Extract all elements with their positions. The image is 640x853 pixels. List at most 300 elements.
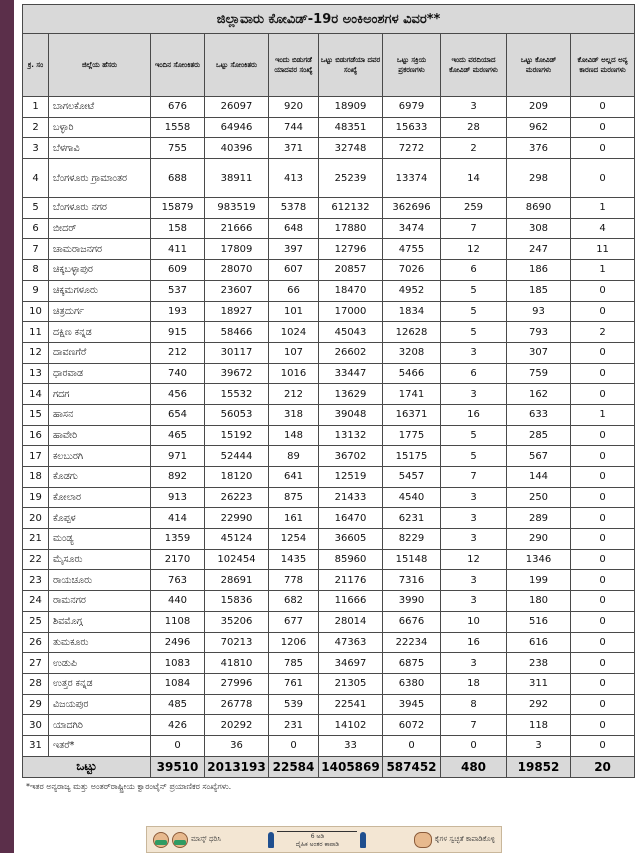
table-cell: 23607 <box>205 280 269 301</box>
table-cell: 85960 <box>319 549 383 570</box>
table-cell: 0 <box>571 342 635 363</box>
table-cell: 3 <box>441 384 507 405</box>
table-row <box>23 97 635 118</box>
table-cell: 875 <box>269 487 319 508</box>
row-number: 11 <box>23 322 49 343</box>
table-cell: 22990 <box>205 508 269 529</box>
table-cell: 161 <box>269 508 319 529</box>
table-cell: 5 <box>441 301 507 322</box>
table-cell: 118 <box>507 715 571 736</box>
table-cell: 5 <box>441 425 507 446</box>
table-cell: 0 <box>571 591 635 612</box>
table-row <box>23 117 635 138</box>
table-cell: 3945 <box>383 694 441 715</box>
total-cell: 19852 <box>507 756 571 777</box>
row-number: 13 <box>23 363 49 384</box>
table-cell: 11 <box>571 239 635 260</box>
table-cell: 1084 <box>151 673 205 694</box>
table-cell: 17880 <box>319 218 383 239</box>
table-cell: 18 <box>441 673 507 694</box>
table-cell: 654 <box>151 404 205 425</box>
table-row <box>23 138 635 159</box>
table-cell: 0 <box>151 735 205 756</box>
row-number: 22 <box>23 549 49 570</box>
table-cell: 0 <box>571 715 635 736</box>
table-cell: 27996 <box>205 673 269 694</box>
table-cell: 39672 <box>205 363 269 384</box>
table-cell: 6380 <box>383 673 441 694</box>
row-number: 24 <box>23 591 49 612</box>
table-cell: 311 <box>507 673 571 694</box>
district-name: ಬಾಗಲಕೋಟೆ <box>49 97 151 118</box>
table-cell: 15532 <box>205 384 269 405</box>
table-cell: 25239 <box>319 159 383 198</box>
table-cell: 0 <box>571 384 635 405</box>
table-cell: 26778 <box>205 694 269 715</box>
table-cell: 761 <box>269 673 319 694</box>
table-cell: 0 <box>571 653 635 674</box>
row-number: 31 <box>23 735 49 756</box>
table-row <box>23 508 635 529</box>
table-cell: 633 <box>507 404 571 425</box>
table-cell: 3 <box>441 508 507 529</box>
table-cell: 3208 <box>383 342 441 363</box>
column-header: ಕೋವಿಡ್ ಅಲ್ಲದ ಅನ್ಯ ಕಾರಣದ ಮರಣಗಳು <box>571 34 635 97</box>
table-cell: 413 <box>269 159 319 198</box>
column-header: ಒಟ್ಟು ಬಿಡುಗಡೆಯಾ ದವರ ಸಂಖ್ಯೆ <box>319 34 383 97</box>
table-cell: 18909 <box>319 97 383 118</box>
table-cell: 28014 <box>319 611 383 632</box>
table-cell: 1 <box>571 198 635 219</box>
table-cell: 0 <box>571 632 635 653</box>
column-header: ಇಂದು ಬಿಡುಗಡೆ ಯಾದವರ ಸಂಖ್ಯೆ <box>269 34 319 97</box>
table-cell: 16371 <box>383 404 441 425</box>
district-name: ಚಿಕ್ಕಬಳ್ಳಾಪುರ <box>49 260 151 281</box>
table-cell: 4 <box>571 218 635 239</box>
table-cell: 16 <box>441 632 507 653</box>
table-cell: 144 <box>507 467 571 488</box>
table-cell: 609 <box>151 260 205 281</box>
district-name: ಬೆಂಗಳೂರು ಗ್ರಾಮಾಂತರ <box>49 159 151 198</box>
table-cell: 612132 <box>319 198 383 219</box>
table-row <box>23 487 635 508</box>
table-cell: 290 <box>507 529 571 550</box>
table-cell: 13132 <box>319 425 383 446</box>
table-cell: 26097 <box>205 97 269 118</box>
table-row <box>23 715 635 736</box>
distance-sub-label: ದೈಹಿಕ ಅಂತರ ಕಾಪಾಡಿ <box>295 840 340 848</box>
row-number: 2 <box>23 117 49 138</box>
table-cell: 0 <box>571 97 635 118</box>
table-cell: 793 <box>507 322 571 343</box>
table-row <box>23 611 635 632</box>
table-cell: 41810 <box>205 653 269 674</box>
table-cell: 3 <box>441 653 507 674</box>
table-title: ಜಿಲ್ಲಾವಾರು ಕೋವಿಡ್-19ರ ಅಂಕಿಅಂಶಗಳ ವಿವರ** <box>23 5 635 34</box>
table-cell: 18120 <box>205 467 269 488</box>
table-row <box>23 570 635 591</box>
row-number: 14 <box>23 384 49 405</box>
row-number: 23 <box>23 570 49 591</box>
table-row <box>23 301 635 322</box>
table-cell: 537 <box>151 280 205 301</box>
table-cell: 641 <box>269 467 319 488</box>
table-cell: 6676 <box>383 611 441 632</box>
table-cell: 289 <box>507 508 571 529</box>
table-cell: 362696 <box>383 198 441 219</box>
table-cell: 915 <box>151 322 205 343</box>
district-name: ಚಿತ್ರದುರ್ಗ <box>49 301 151 322</box>
mask-segment <box>153 832 221 848</box>
table-cell: 21176 <box>319 570 383 591</box>
table-cell: 0 <box>571 301 635 322</box>
table-cell: 0 <box>571 117 635 138</box>
table-row <box>23 549 635 570</box>
table-cell: 93 <box>507 301 571 322</box>
table-cell: 6 <box>441 260 507 281</box>
row-number: 19 <box>23 487 49 508</box>
table-cell: 5466 <box>383 363 441 384</box>
row-number: 25 <box>23 611 49 632</box>
table-cell: 7 <box>441 218 507 239</box>
district-name: ಗದಗ <box>49 384 151 405</box>
table-cell: 892 <box>151 467 205 488</box>
table-cell: 250 <box>507 487 571 508</box>
table-cell: 8690 <box>507 198 571 219</box>
table-cell: 33 <box>319 735 383 756</box>
table-row <box>23 280 635 301</box>
table-cell: 1435 <box>269 549 319 570</box>
table-cell: 5 <box>441 280 507 301</box>
district-name: ಹಾಸನ <box>49 404 151 425</box>
table-cell: 238 <box>507 653 571 674</box>
table-cell: 185 <box>507 280 571 301</box>
district-name: ಕೊಪ್ಪಳ <box>49 508 151 529</box>
table-cell: 616 <box>507 632 571 653</box>
table-row <box>23 384 635 405</box>
table-cell: 983519 <box>205 198 269 219</box>
table-cell: 1254 <box>269 529 319 550</box>
table-body <box>23 97 635 757</box>
table-cell: 0 <box>571 446 635 467</box>
table-cell: 18470 <box>319 280 383 301</box>
table-cell: 688 <box>151 159 205 198</box>
table-cell: 180 <box>507 591 571 612</box>
table-cell: 426 <box>151 715 205 736</box>
table-row <box>23 653 635 674</box>
table-cell: 18927 <box>205 301 269 322</box>
table-cell: 12519 <box>319 467 383 488</box>
hand-wash-icon <box>414 832 432 848</box>
covid-stats-page <box>22 4 634 792</box>
table-cell: 36 <box>205 735 269 756</box>
row-number: 15 <box>23 404 49 425</box>
row-number: 9 <box>23 280 49 301</box>
row-number: 1 <box>23 97 49 118</box>
table-cell: 12 <box>441 549 507 570</box>
table-cell: 0 <box>571 735 635 756</box>
table-cell: 64946 <box>205 117 269 138</box>
table-cell: 30117 <box>205 342 269 363</box>
table-cell: 0 <box>571 159 635 198</box>
total-cell: 480 <box>441 756 507 777</box>
column-header: ಇಂದಿನ ಸೋಂಕಿತರು <box>151 34 205 97</box>
table-row <box>23 735 635 756</box>
total-cell: 20 <box>571 756 635 777</box>
table-cell: 307 <box>507 342 571 363</box>
row-number: 20 <box>23 508 49 529</box>
table-cell: 962 <box>507 117 571 138</box>
district-name: ಉತ್ತರ ಕನ್ನಡ <box>49 673 151 694</box>
district-name: ದಕ್ಷಿಣ ಕನ್ನಡ <box>49 322 151 343</box>
table-cell: 4952 <box>383 280 441 301</box>
table-cell: 308 <box>507 218 571 239</box>
table-cell: 465 <box>151 425 205 446</box>
table-cell: 7272 <box>383 138 441 159</box>
table-cell: 516 <box>507 611 571 632</box>
table-cell: 740 <box>151 363 205 384</box>
table-cell: 3990 <box>383 591 441 612</box>
table-cell: 26602 <box>319 342 383 363</box>
table-cell: 0 <box>571 529 635 550</box>
table-cell: 21305 <box>319 673 383 694</box>
left-decorative-bar <box>0 0 14 853</box>
table-cell: 36702 <box>319 446 383 467</box>
table-cell: 16 <box>441 404 507 425</box>
table-cell: 12796 <box>319 239 383 260</box>
table-row <box>23 322 635 343</box>
table-cell: 971 <box>151 446 205 467</box>
district-covid-table <box>22 4 635 778</box>
table-cell: 20292 <box>205 715 269 736</box>
total-cell: 39510 <box>151 756 205 777</box>
row-number: 16 <box>23 425 49 446</box>
table-cell: 5 <box>441 446 507 467</box>
row-number: 8 <box>23 260 49 281</box>
table-cell: 607 <box>269 260 319 281</box>
table-cell: 2 <box>571 322 635 343</box>
district-name: ಬಳ್ಳಾರಿ <box>49 117 151 138</box>
table-cell: 212 <box>151 342 205 363</box>
table-cell: 17000 <box>319 301 383 322</box>
table-cell: 15879 <box>151 198 205 219</box>
total-cell: 22584 <box>269 756 319 777</box>
table-cell: 8 <box>441 694 507 715</box>
district-name: ಇತರೆ* <box>49 735 151 756</box>
table-cell: 285 <box>507 425 571 446</box>
table-cell: 397 <box>269 239 319 260</box>
table-cell: 6 <box>441 363 507 384</box>
masked-face-icon-2 <box>172 832 188 848</box>
table-cell: 3 <box>441 97 507 118</box>
table-cell: 259 <box>441 198 507 219</box>
row-number: 5 <box>23 198 49 219</box>
district-name: ಹಾವೇರಿ <box>49 425 151 446</box>
total-label: ಒಟ್ಟು <box>23 756 151 777</box>
table-cell: 8229 <box>383 529 441 550</box>
district-name: ಧಾರವಾಡ <box>49 363 151 384</box>
table-cell: 34697 <box>319 653 383 674</box>
row-number: 29 <box>23 694 49 715</box>
table-cell: 39048 <box>319 404 383 425</box>
table-cell: 193 <box>151 301 205 322</box>
table-cell: 247 <box>507 239 571 260</box>
table-cell: 676 <box>151 97 205 118</box>
table-row <box>23 363 635 384</box>
row-number: 26 <box>23 632 49 653</box>
table-cell: 1083 <box>151 653 205 674</box>
table-row <box>23 198 635 219</box>
table-cell: 648 <box>269 218 319 239</box>
distance-label: 6 ಅಡಿ <box>310 832 325 840</box>
table-cell: 411 <box>151 239 205 260</box>
table-cell: 485 <box>151 694 205 715</box>
table-cell: 2170 <box>151 549 205 570</box>
district-name: ಬೆಂಗಳೂರು ನಗರ <box>49 198 151 219</box>
table-cell: 89 <box>269 446 319 467</box>
table-cell: 15192 <box>205 425 269 446</box>
table-cell: 22234 <box>383 632 441 653</box>
table-cell: 0 <box>571 467 635 488</box>
table-cell: 52444 <box>205 446 269 467</box>
distance-indicator <box>277 831 357 849</box>
district-name: ಮಂಡ್ಯ <box>49 529 151 550</box>
row-number: 17 <box>23 446 49 467</box>
header-row <box>23 34 635 97</box>
table-cell: 35206 <box>205 611 269 632</box>
table-cell: 0 <box>571 280 635 301</box>
mask-label: ಮಾಸ್ಕ್ ಧರಿಸಿ <box>191 835 221 843</box>
table-row <box>23 342 635 363</box>
table-row <box>23 218 635 239</box>
table-cell: 10 <box>441 611 507 632</box>
table-cell: 32748 <box>319 138 383 159</box>
table-cell: 3474 <box>383 218 441 239</box>
table-cell: 12 <box>441 239 507 260</box>
table-cell: 36605 <box>319 529 383 550</box>
table-cell: 186 <box>507 260 571 281</box>
table-cell: 677 <box>269 611 319 632</box>
hands-segment <box>414 832 495 848</box>
table-cell: 0 <box>571 673 635 694</box>
table-row <box>23 467 635 488</box>
table-cell: 4540 <box>383 487 441 508</box>
table-cell: 33447 <box>319 363 383 384</box>
column-header: ಒಟ್ಟು ಸಕ್ರಿಯ ಪ್ರಕರಣಗಳು <box>383 34 441 97</box>
table-cell: 7026 <box>383 260 441 281</box>
row-number: 12 <box>23 342 49 363</box>
table-cell: 7 <box>441 467 507 488</box>
total-cell: 2013193 <box>205 756 269 777</box>
table-cell: 6231 <box>383 508 441 529</box>
column-header: ಒಟ್ಟು ಸೋಂಕಿತರು <box>205 34 269 97</box>
safety-banner <box>146 826 502 853</box>
table-cell: 13629 <box>319 384 383 405</box>
table-cell: 231 <box>269 715 319 736</box>
table-cell: 13374 <box>383 159 441 198</box>
table-cell: 21433 <box>319 487 383 508</box>
table-cell: 755 <box>151 138 205 159</box>
row-number: 27 <box>23 653 49 674</box>
table-cell: 0 <box>571 425 635 446</box>
table-cell: 0 <box>571 549 635 570</box>
table-cell: 567 <box>507 446 571 467</box>
table-cell: 920 <box>269 97 319 118</box>
row-number: 10 <box>23 301 49 322</box>
table-row <box>23 239 635 260</box>
table-row <box>23 673 635 694</box>
table-cell: 199 <box>507 570 571 591</box>
district-name: ಬೆಳಗಾವಿ <box>49 138 151 159</box>
table-cell: 101 <box>269 301 319 322</box>
table-cell: 5457 <box>383 467 441 488</box>
table-cell: 1 <box>571 260 635 281</box>
table-cell: 371 <box>269 138 319 159</box>
district-name: ತುಮಕೂರು <box>49 632 151 653</box>
table-cell: 158 <box>151 218 205 239</box>
table-cell: 3 <box>441 529 507 550</box>
table-cell: 209 <box>507 97 571 118</box>
table-cell: 6875 <box>383 653 441 674</box>
table-cell: 3 <box>507 735 571 756</box>
table-cell: 5378 <box>269 198 319 219</box>
table-row <box>23 591 635 612</box>
district-name: ದಾವಣಗೆರೆ <box>49 342 151 363</box>
total-cell: 587452 <box>383 756 441 777</box>
footnote: *ಇತರ ಅನ್ಯರಾಜ್ಯ ಮತ್ತು ಅಂತರ್‌ರಾಷ್ಟ್ರೀಯ ಕ್ವಾರಂಟೈನ್ ಪ್ರಯಾಣಿಕರ ಸಂಖ್ಯೆಗಳು. <box>26 781 232 791</box>
table-cell: 0 <box>571 570 635 591</box>
table-cell: 21666 <box>205 218 269 239</box>
district-name: ಯಾದಗಿರಿ <box>49 715 151 736</box>
table-cell: 1775 <box>383 425 441 446</box>
table-cell: 22541 <box>319 694 383 715</box>
row-number: 21 <box>23 529 49 550</box>
table-cell: 162 <box>507 384 571 405</box>
table-cell: 414 <box>151 508 205 529</box>
table-row <box>23 425 635 446</box>
table-cell: 1558 <box>151 117 205 138</box>
table-cell: 45124 <box>205 529 269 550</box>
table-cell: 102454 <box>205 549 269 570</box>
table-cell: 16470 <box>319 508 383 529</box>
masked-face-icon <box>153 832 169 848</box>
table-cell: 913 <box>151 487 205 508</box>
table-cell: 0 <box>441 735 507 756</box>
row-number: 28 <box>23 673 49 694</box>
table-cell: 1834 <box>383 301 441 322</box>
row-number: 18 <box>23 467 49 488</box>
person-icon-2 <box>360 832 366 848</box>
table-cell: 7316 <box>383 570 441 591</box>
row-number: 3 <box>23 138 49 159</box>
table-cell: 40396 <box>205 138 269 159</box>
table-cell: 318 <box>269 404 319 425</box>
district-name: ಚಿಕ್ಕಮಗಳೂರು <box>49 280 151 301</box>
table-cell: 744 <box>269 117 319 138</box>
table-cell: 3 <box>441 342 507 363</box>
district-name: ಚಾಮರಾಜನಗರ <box>49 239 151 260</box>
table-cell: 17809 <box>205 239 269 260</box>
table-cell: 0 <box>383 735 441 756</box>
district-name: ಕೋಲಾರ <box>49 487 151 508</box>
table-cell: 107 <box>269 342 319 363</box>
total-cell: 1405869 <box>319 756 383 777</box>
table-cell: 212 <box>269 384 319 405</box>
table-cell: 3 <box>441 570 507 591</box>
district-name: ರಾಯಚೂರು <box>49 570 151 591</box>
table-cell: 66 <box>269 280 319 301</box>
table-cell: 778 <box>269 570 319 591</box>
